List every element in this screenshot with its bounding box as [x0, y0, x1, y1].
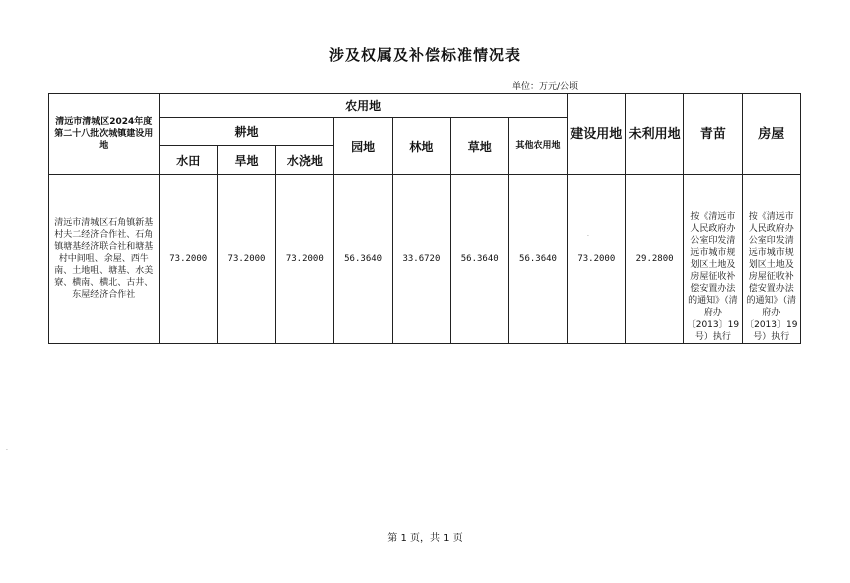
other-farm-header: 其他农用地 — [509, 118, 567, 175]
dry-header: 旱地 — [217, 146, 275, 175]
houses-header: 房屋 — [742, 94, 800, 175]
garden-value: 56.3640 — [334, 175, 392, 344]
unused-header: 未利用地 — [625, 94, 683, 175]
grass-header: 草地 — [451, 118, 509, 175]
irrigated-value: 73.2000 — [276, 175, 334, 344]
page-footer: 第 1 页，共 1 页 — [387, 533, 463, 544]
forest-value: 33.6720 — [392, 175, 450, 344]
scan-speck: · — [587, 233, 589, 240]
farmland-header: 农用地 — [159, 94, 567, 118]
construction-header: 建设用地 — [567, 94, 625, 175]
houses-policy: 按《清远市人民政府办公室印发清远市城市规划区土地及房屋征收补偿安置办法的通知》（清府办〔2013〕19号）执行 — [742, 175, 800, 344]
crops-header: 青苗 — [684, 94, 742, 175]
unit-label: 单位：万元/公顷 — [512, 82, 579, 92]
grass-value: 56.3640 — [451, 175, 509, 344]
location-cell: 清远市清城区石角镇新基村夫二经济合作社、石角镇塘基经济联合社和塘基村中间咀、余屋、西牛南、土地咀、塘基、水美寮、横南、横北、古井、东屋经济合作社 — [49, 175, 160, 344]
arable-header: 耕地 — [159, 118, 334, 146]
paddy-header: 水田 — [159, 146, 217, 175]
forest-header: 林地 — [392, 118, 450, 175]
compensation-table — [48, 93, 801, 344]
dry-value: 73.2000 — [217, 175, 275, 344]
crops-policy: 按《清远市人民政府办公室印发清远市城市规划区土地及房屋征收补偿安置办法的通知》（清府办〔2013〕19号）执行 — [684, 175, 742, 344]
unused-value: 29.2800 — [625, 175, 683, 344]
paddy-value: 73.2000 — [159, 175, 217, 344]
other-farm-value: 56.3640 — [509, 175, 567, 344]
garden-header: 园地 — [334, 118, 392, 175]
corner-header: 清远市清城区2024年度第二十八批次城镇建设用地 — [49, 94, 160, 175]
page-title: 涉及权属及补偿标准情况表 — [328, 46, 521, 64]
irrigated-header: 水浇地 — [276, 146, 334, 175]
scan-speck: · — [6, 447, 8, 454]
table-row — [49, 175, 801, 344]
construction-value: 73.2000 — [567, 175, 625, 344]
